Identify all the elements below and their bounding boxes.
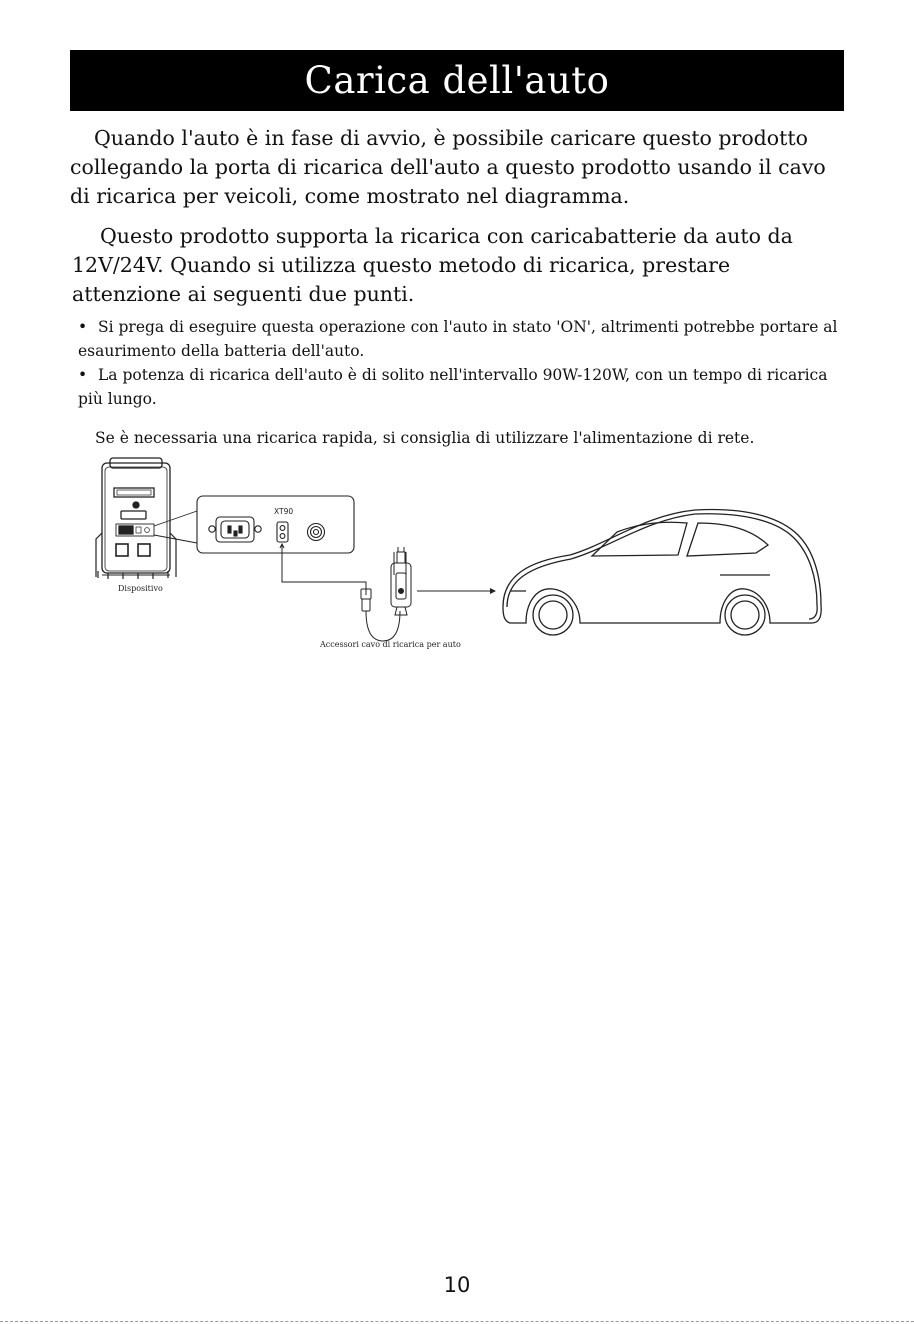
bullet-icon: • (78, 366, 88, 384)
list-item-text: Si prega di eseguire questa operazione con l'auto in stato 'ON', altrimenti potrebbe portare al esaurimento della batteria dell'auto. (78, 318, 838, 360)
warning-list (78, 315, 838, 411)
intro-paragraph (70, 124, 830, 211)
bottom-rule (0, 1321, 914, 1322)
port-panel (197, 496, 354, 553)
fast-charge-note: Se è necessaria una ricarica rapida, si consiglia di utilizzare l'alimentazione di rete. (95, 429, 755, 447)
support-paragraph-text: Questo prodotto supporta la ricarica con caricabatterie da auto da 12V/24V. Quando si utilizza questo metodo di ricarica, prestare attenzione ai seguenti due punti. (72, 224, 793, 306)
list-item-text: La potenza di ricarica dell'auto è di solito nell'intervallo 90W-120W, con un tempo di ricarica più lungo. (78, 366, 828, 408)
device-label: Dispositivo (118, 584, 163, 593)
page-number: 10 (443, 1273, 471, 1297)
car-icon (503, 509, 821, 635)
support-paragraph (72, 222, 832, 309)
arrow-head-icon (490, 588, 496, 594)
title-bar (70, 50, 844, 111)
cable-label: Accessori cavo di ricarica per auto (320, 640, 461, 649)
intro-paragraph-text: Quando l'auto è in fase di avvio, è possibile caricare questo prodotto collegando la porta di ricarica dell'auto a questo prodotto usando il cavo di ricarica per veicoli, come mostrato nel diagramma. (70, 126, 826, 208)
port-label: XT90 (274, 507, 294, 516)
charging-diagram (80, 455, 840, 655)
list-item (78, 315, 838, 363)
bullet-icon: • (78, 318, 88, 336)
car-charger-cable-icon (280, 544, 411, 641)
power-station-icon (96, 458, 176, 579)
page-title: Carica dell'auto (304, 59, 610, 102)
list-item (78, 363, 838, 411)
